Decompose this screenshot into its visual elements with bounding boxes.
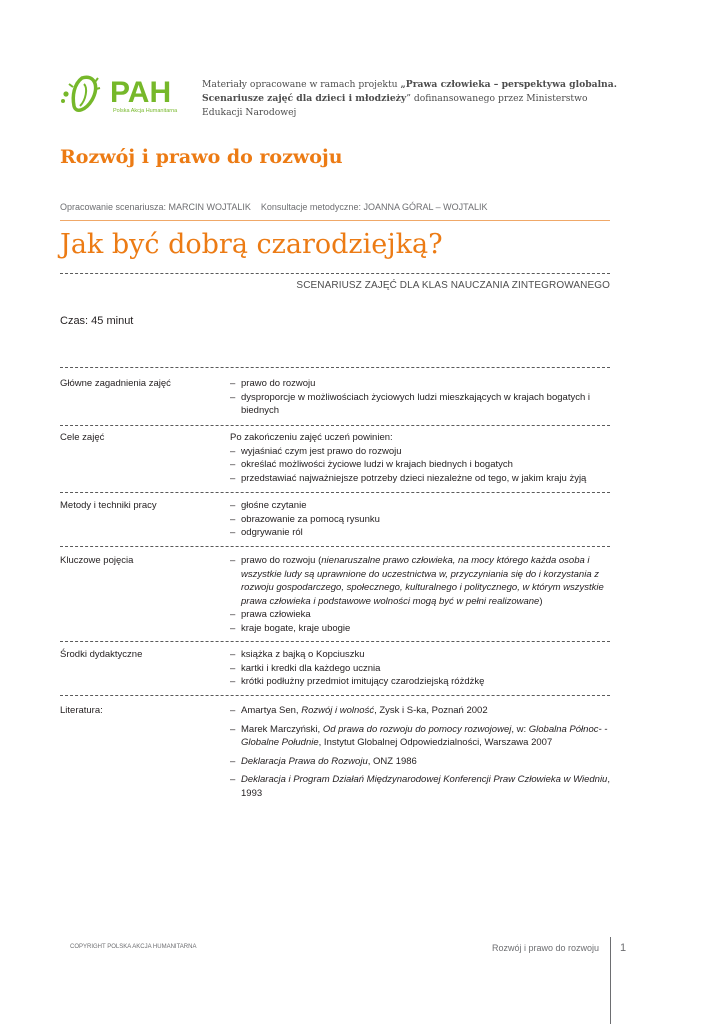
- header-divider: [60, 220, 610, 221]
- pah-logo: [60, 72, 185, 118]
- list-item: – obrazowanie za pomocą rysunku: [230, 513, 380, 525]
- goals-intro: Po zakończeniu zajęć uczeń powinien:: [230, 432, 393, 443]
- project-info: [202, 78, 622, 120]
- list-item: – wyjaśniać czym jest prawo do rozwoju: [230, 445, 402, 457]
- list-item: – kraje bogate, kraje ubogie: [230, 622, 351, 634]
- list-item: – Deklaracja Prawa do Rozwoju, ONZ 1986: [230, 755, 417, 767]
- footer-divider: [610, 937, 611, 1024]
- row-divider: [60, 492, 610, 493]
- logo-subtitle: Polska Akcja Humanitarna: [113, 108, 178, 114]
- row-divider: [60, 641, 610, 642]
- row-body-methods: [230, 499, 610, 540]
- list-item: – Marek Marczyński, Od prawa do rozwoju do pomocy rozwojowej, w: Globalna Północ- - Globalne Południe, Instytut Globalnej Odpowiedzialności, Warszawa 2007: [230, 723, 608, 748]
- footer-copyright: COPYRIGHT POLSKA AKCJA HUMANITARNA: [70, 944, 197, 950]
- row-body-key-concepts: [230, 554, 610, 635]
- list-item: – prawo do rozwoju (nienaruszalne prawo człowieka, na mocy którego każda osoba i wszystkie ludy są uprawnione do uczestnictwa w, przyczyniania się do i korzystania z rozwoju gospodarczego, społecznego, kulturalnego i politycznego, w którym wszystkie prawa człowieka i podstawowe wolności mogą być w pełni realizowane): [230, 555, 604, 607]
- main-title: Jak być dobrą czarodziejką?: [60, 229, 443, 260]
- project-line1-bold: „Prawa człowieka – perspektywa globalna.: [400, 79, 617, 90]
- project-line1-pre: Materiały opracowane w ramach projektu: [202, 79, 401, 90]
- list-item: – określać możliwości życiowe ludzi w krajach biednych i bogatych: [230, 459, 513, 470]
- pah-leaf-icon: [60, 72, 108, 118]
- list-item: – przedstawiać najważniejsze potrzeby dzieci niezależne od tego, w jakim kraju żyją: [230, 472, 587, 484]
- row-label-goals: Cele zajęć: [60, 432, 105, 443]
- credits: [60, 202, 487, 212]
- row-divider: [60, 695, 610, 696]
- row-label-literature: Literatura:: [60, 705, 103, 716]
- project-line2-post: ” dofinansowanego przez Ministerstwo: [406, 93, 588, 104]
- page-number: 1: [620, 942, 627, 954]
- credits-author: Opracowanie scenariusza: MARCIN WOJTALIK: [60, 202, 251, 212]
- list-item: – kartki i kredki dla każdego ucznia: [230, 662, 381, 674]
- list-item: – krótki podłużny przedmiot imitujący czarodziejską różdżkę: [230, 676, 485, 687]
- row-body-teaching-aids: [230, 648, 610, 689]
- duration: Czas: 45 minut: [60, 315, 134, 327]
- row-label-methods: Metody i techniki pracy: [60, 500, 157, 511]
- list-item: – dysproporcje w możliwościach życiowych ludzi mieszkających w krajach bogatych i biednych: [230, 391, 590, 416]
- list-item: – Deklaracja i Program Działań Międzynarodowej Konferencji Praw Człowieka w Wiedniu, 1993: [230, 774, 610, 799]
- row-label-teaching-aids: Środki dydaktyczne: [60, 649, 143, 660]
- project-line3: Edukacji Narodowej: [202, 107, 297, 118]
- list-item: – książka z bajką o Kopciuszku: [230, 649, 365, 660]
- row-divider: [60, 367, 610, 368]
- credits-consultation: Konsultacje metodyczne: JOANNA GÓRAL – WOJTALIK: [260, 202, 488, 212]
- list-item: – odgrywanie ról: [230, 527, 303, 538]
- logo-text: PAH: [110, 76, 172, 109]
- list-item: – Amartya Sen, Rozwój i wolność, Zysk i S-ka, Poznań 2002: [230, 705, 488, 716]
- footer-topic: Rozwój i prawo do rozwoju: [491, 943, 599, 953]
- list-item: – prawo do rozwoju: [230, 378, 316, 389]
- row-label-main-issues: Główne zagadnienia zajęć: [60, 378, 171, 389]
- row-body-goals: [230, 431, 610, 485]
- scenario-subtitle: SCENARIUSZ ZAJĘĆ DLA KLAS NAUCZANIA ZINTEGROWANEGO: [296, 280, 610, 291]
- list-item: – prawa człowieka: [230, 609, 311, 620]
- row-divider: [60, 546, 610, 547]
- list-item: – głośne czytanie: [230, 500, 307, 511]
- row-body-literature: [230, 704, 610, 805]
- title-divider: [60, 273, 610, 274]
- row-label-key-concepts: Kluczowe pojęcia: [60, 555, 134, 566]
- row-divider: [60, 425, 610, 426]
- project-line2-bold: Scenariusze zajęć dla dzieci i młodzieży: [202, 93, 407, 104]
- row-body-main-issues: [230, 377, 610, 418]
- topic-title: Rozwój i prawo do rozwoju: [60, 146, 343, 168]
